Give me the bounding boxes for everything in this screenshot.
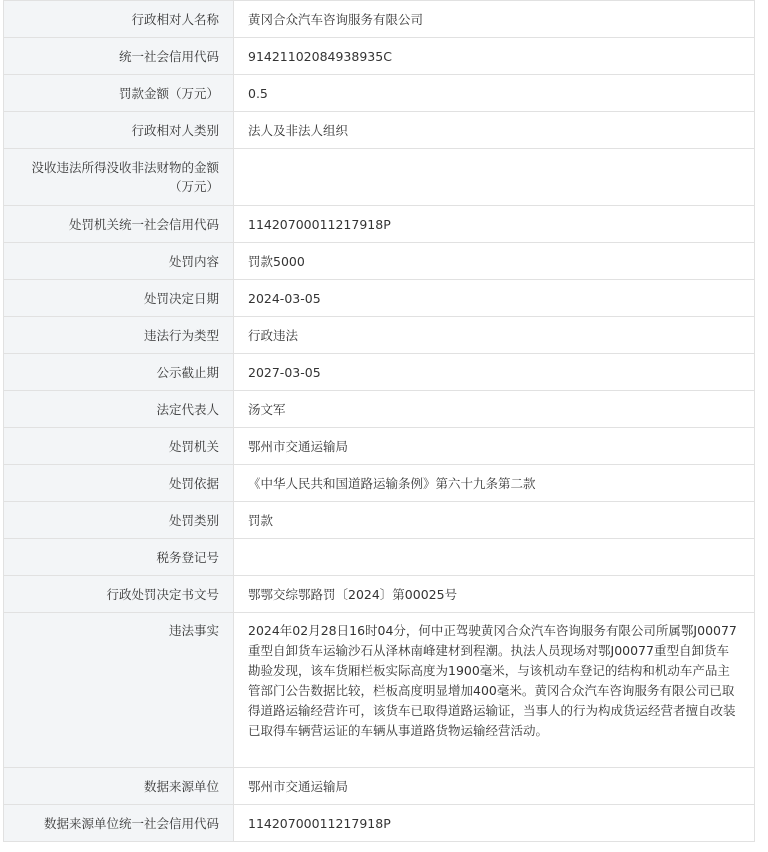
row-value: 2024-03-05	[234, 280, 755, 317]
row-value: 11420700011217918P	[234, 805, 755, 842]
row-confiscation-amount	[4, 149, 755, 206]
row-label: 税务登记号	[4, 539, 234, 576]
row-label: 数据来源单位统一社会信用代码	[4, 805, 234, 842]
row-label: 违法行为类型	[4, 317, 234, 354]
row-label: 行政处罚决定书文号	[4, 576, 234, 613]
row-violation-facts	[4, 613, 755, 768]
row-value	[234, 539, 755, 576]
row-penalty-category	[4, 502, 755, 539]
row-label: 行政相对人名称	[4, 1, 234, 38]
row-value: 行政违法	[234, 317, 755, 354]
row-label: 处罚依据	[4, 465, 234, 502]
row-value: 鄂州市交通运输局	[234, 768, 755, 805]
row-value: 法人及非法人组织	[234, 112, 755, 149]
row-party-category	[4, 112, 755, 149]
row-label: 没收违法所得没收非法财物的金额（万元）	[4, 149, 234, 206]
row-penalty-basis	[4, 465, 755, 502]
row-label: 数据来源单位	[4, 768, 234, 805]
row-label: 违法事实	[4, 613, 234, 768]
row-label: 处罚内容	[4, 243, 234, 280]
row-penalty-authority	[4, 428, 755, 465]
row-decision-number	[4, 576, 755, 613]
row-credit-code	[4, 38, 755, 75]
row-value	[234, 149, 755, 206]
row-value: 鄂州市交通运输局	[234, 428, 755, 465]
row-value: 2027-03-05	[234, 354, 755, 391]
row-decision-date	[4, 280, 755, 317]
row-value: 2024年02月28日16时04分，何中正驾驶黄冈合众汽车咨询服务有限公司所属鄂J00077重型自卸货车运输沙石从泽林南峰建材到程潮。执法人员现场对鄂J00077重型自卸货车勘验发现，该车货厢栏板实际高度为1900毫米，与该机动车登记的结构和机动车产品主管部门公告数据比较，栏板高度明显增加400毫米。黄冈合众汽车咨询服务有限公司已取得道路运输经营许可，该货车已取得道路运输证，当事人的行为构成货运经营者擅自改装已取得车辆营运证的车辆从事道路货物运输经营活动。	[234, 613, 755, 768]
row-label: 罚款金额（万元）	[4, 75, 234, 112]
row-publicity-deadline	[4, 354, 755, 391]
row-value: 罚款	[234, 502, 755, 539]
row-data-source-credit-code	[4, 805, 755, 842]
row-value: 黄冈合众汽车咨询服务有限公司	[234, 1, 755, 38]
row-authority-credit-code	[4, 206, 755, 243]
penalty-record-table	[3, 0, 755, 842]
row-label: 处罚类别	[4, 502, 234, 539]
row-label: 统一社会信用代码	[4, 38, 234, 75]
row-data-source	[4, 768, 755, 805]
row-tax-registration	[4, 539, 755, 576]
row-value: 11420700011217918P	[234, 206, 755, 243]
row-value: 《中华人民共和国道路运输条例》第六十九条第二款	[234, 465, 755, 502]
row-legal-representative	[4, 391, 755, 428]
row-label: 行政相对人类别	[4, 112, 234, 149]
row-value: 0.5	[234, 75, 755, 112]
row-violation-type	[4, 317, 755, 354]
row-party-name	[4, 1, 755, 38]
row-value: 鄂鄂交综鄂路罚〔2024〕第00025号	[234, 576, 755, 613]
row-label: 处罚决定日期	[4, 280, 234, 317]
row-label: 法定代表人	[4, 391, 234, 428]
row-fine-amount	[4, 75, 755, 112]
row-label: 处罚机关统一社会信用代码	[4, 206, 234, 243]
row-value: 91421102084938935C	[234, 38, 755, 75]
row-value: 汤文军	[234, 391, 755, 428]
row-value: 罚款5000	[234, 243, 755, 280]
row-label: 处罚机关	[4, 428, 234, 465]
row-penalty-content	[4, 243, 755, 280]
row-label: 公示截止期	[4, 354, 234, 391]
